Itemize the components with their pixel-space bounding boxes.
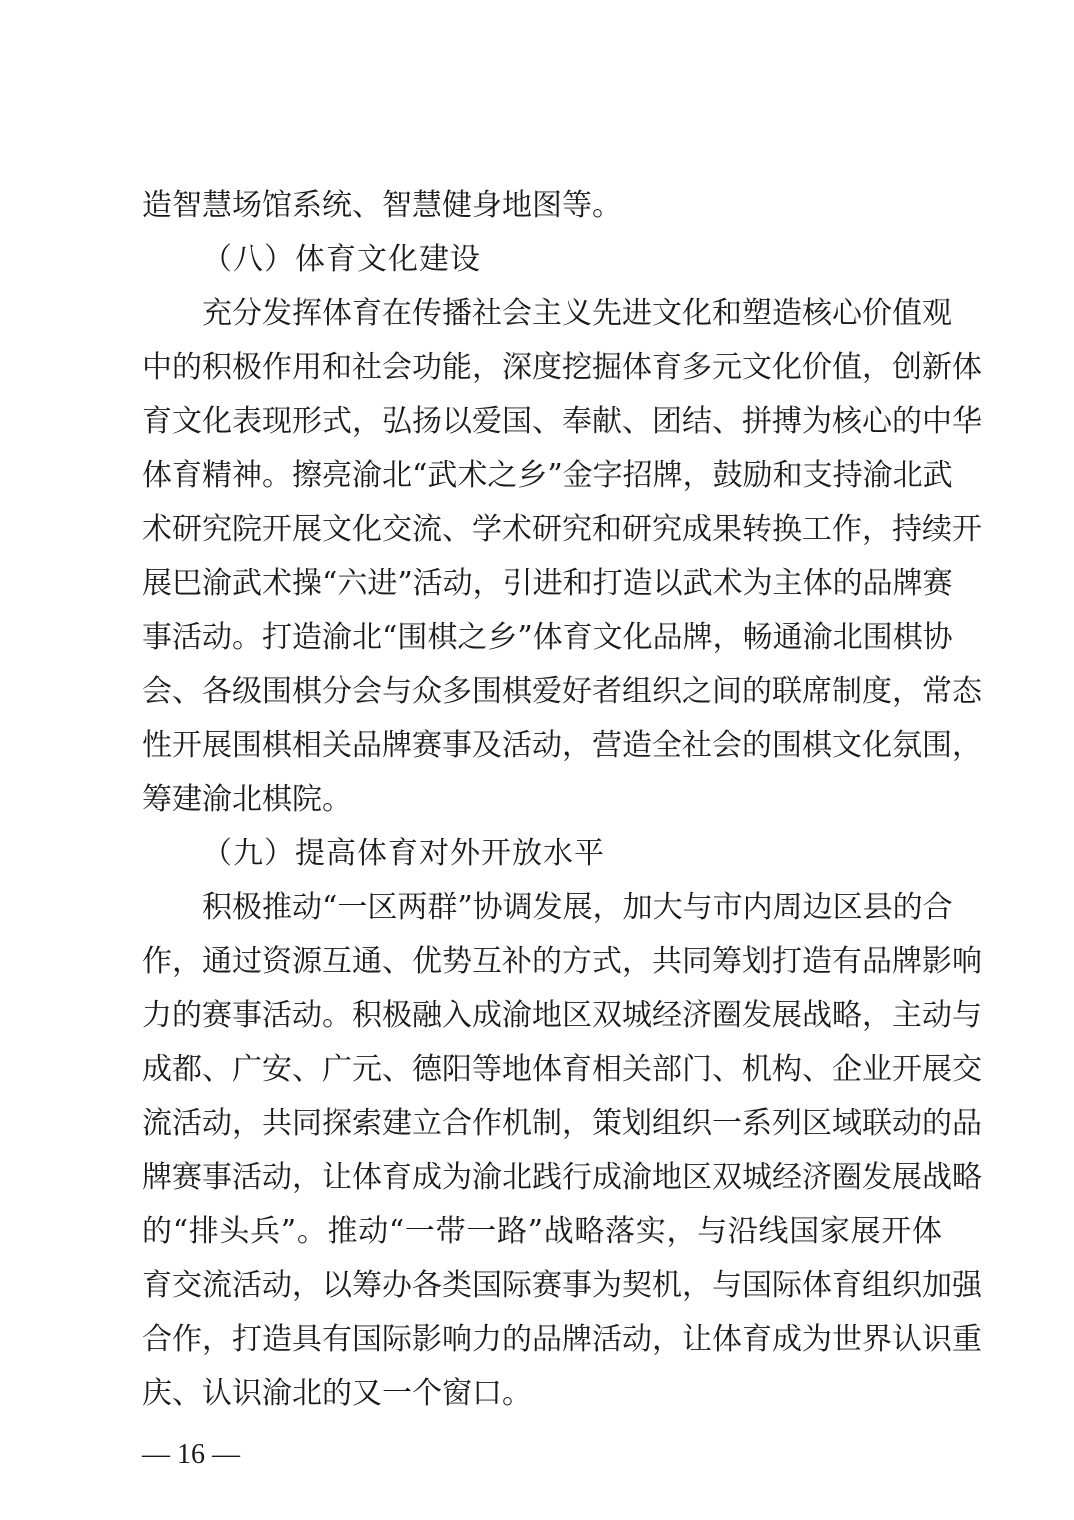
paragraph-line: 合作，打造具有国际影响力的品牌活动，让体育成为世界认识重 (142, 1322, 982, 1357)
paragraph-line: 育交流活动，以筹办各类国际赛事为契机，与国际体育组织加强 (142, 1268, 982, 1303)
paragraph-line: 会、各级围棋分会与众多围棋爱好者组织之间的联席制度，常态 (142, 674, 982, 709)
paragraph-line: 体育精神。擦亮渝北“武术之乡”金字招牌，鼓励和支持渝北武 (142, 458, 953, 493)
section-heading-8: （八）体育文化建设 (202, 242, 481, 277)
paragraph-line: 作，通过资源互通、优势互补的方式，共同筹划打造有品牌影响 (142, 944, 982, 979)
paragraph-line: 庆、认识渝北的又一个窗口。 (142, 1376, 532, 1411)
paragraph-line: 性开展围棋相关品牌赛事及活动，营造全社会的围棋文化氛围， (142, 728, 982, 763)
paragraph-line: 流活动，共同探索建立合作机制，策划组织一系列区域联动的品 (142, 1106, 982, 1141)
paragraph-line: 术研究院开展文化交流、学术研究和研究成果转换工作，持续开 (142, 512, 982, 547)
paragraph-line: 积极推动“一区两群”协调发展，加大与市内周边区县的合 (202, 890, 953, 925)
paragraph-line: 成都、广安、广元、德阳等地体育相关部门、机构、企业开展交 (142, 1052, 982, 1087)
page-number: — 16 — (142, 1439, 240, 1470)
section-heading-9: （九）提高体育对外开放水平 (202, 836, 605, 871)
paragraph-line: 中的积极作用和社会功能，深度挖掘体育多元文化价值，创新体 (142, 350, 982, 385)
paragraph-line: 的“排头兵”。推动“一带一路”战略落实，与沿线国家展开体 (142, 1214, 942, 1249)
paragraph-line: 育文化表现形式，弘扬以爱国、奉献、团结、拼搏为核心的中华 (142, 404, 982, 439)
paragraph-line: 展巴渝武术操“六进”活动，引进和打造以武术为主体的品牌赛 (142, 566, 953, 601)
paragraph-line: 牌赛事活动，让体育成为渝北践行成渝地区双城经济圈发展战略 (142, 1160, 982, 1195)
paragraph-line: 充分发挥体育在传播社会主义先进文化和塑造核心价值观 (202, 296, 952, 331)
paragraph-line: 筹建渝北棋院。 (142, 782, 352, 817)
paragraph-line: 造智慧场馆系统、智慧健身地图等。 (142, 188, 622, 223)
paragraph-line: 事活动。打造渝北“围棋之乡”体育文化品牌，畅通渝北围棋协 (142, 620, 953, 655)
paragraph-line: 力的赛事活动。积极融入成渝地区双城经济圈发展战略，主动与 (142, 998, 982, 1033)
